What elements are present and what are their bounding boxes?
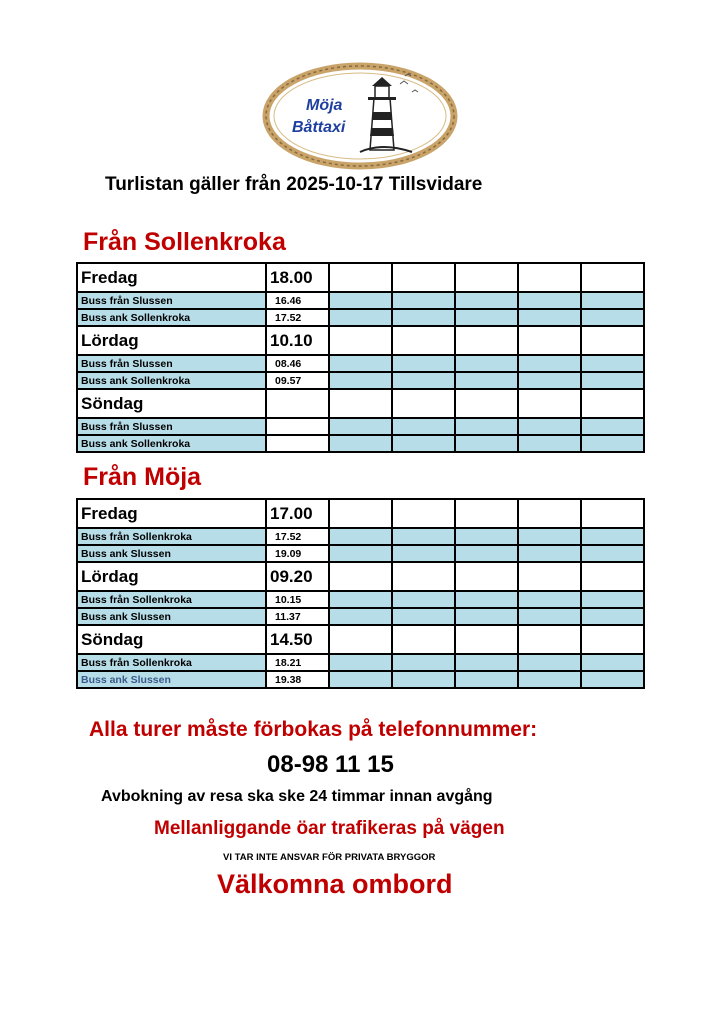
bus-row xyxy=(77,418,644,435)
timetable-moja xyxy=(76,498,645,689)
empty-cell xyxy=(518,292,581,309)
departure-time: 10.10 xyxy=(266,326,329,355)
bus-time xyxy=(266,418,329,435)
empty-cell xyxy=(518,326,581,355)
empty-cell xyxy=(329,435,392,452)
bus-label: Buss från Sollenkroka xyxy=(77,528,266,545)
bus-row xyxy=(77,309,644,326)
day-row xyxy=(77,326,644,355)
empty-cell xyxy=(329,608,392,625)
day-row xyxy=(77,562,644,591)
empty-cell xyxy=(518,654,581,671)
day-row xyxy=(77,263,644,292)
empty-cell xyxy=(455,326,518,355)
empty-cell xyxy=(455,654,518,671)
empty-cell xyxy=(581,435,644,452)
bus-label: Buss från Slussen xyxy=(77,292,266,309)
bus-label: Buss från Slussen xyxy=(77,418,266,435)
empty-cell xyxy=(329,591,392,608)
empty-cell xyxy=(581,562,644,591)
bus-row xyxy=(77,591,644,608)
empty-cell xyxy=(581,528,644,545)
bus-label: Buss från Slussen xyxy=(77,355,266,372)
empty-cell xyxy=(518,499,581,528)
bus-time xyxy=(266,435,329,452)
disclaimer-text: VI TAR INTE ANSVAR FÖR PRIVATA BRYGGOR xyxy=(223,852,436,863)
empty-cell xyxy=(581,418,644,435)
empty-cell xyxy=(392,372,455,389)
empty-cell xyxy=(455,499,518,528)
empty-cell xyxy=(329,654,392,671)
empty-cell xyxy=(329,372,392,389)
empty-cell xyxy=(455,562,518,591)
bus-time: 18.21 xyxy=(266,654,329,671)
day-row xyxy=(77,389,644,418)
empty-cell xyxy=(518,608,581,625)
empty-cell xyxy=(518,263,581,292)
empty-cell xyxy=(329,292,392,309)
empty-cell xyxy=(455,389,518,418)
empty-cell xyxy=(518,591,581,608)
empty-cell xyxy=(329,309,392,326)
empty-cell xyxy=(392,671,455,688)
empty-cell xyxy=(455,418,518,435)
empty-cell xyxy=(455,372,518,389)
bus-label: Buss ank Sollenkroka xyxy=(77,435,266,452)
empty-cell xyxy=(581,372,644,389)
empty-cell xyxy=(329,625,392,654)
bus-time: 09.57 xyxy=(266,372,329,389)
empty-cell xyxy=(518,389,581,418)
bus-row xyxy=(77,671,644,688)
empty-cell xyxy=(518,372,581,389)
departure-time: 14.50 xyxy=(266,625,329,654)
empty-cell xyxy=(581,608,644,625)
empty-cell xyxy=(581,263,644,292)
bus-label: Buss ank Slussen xyxy=(77,671,266,688)
empty-cell xyxy=(455,263,518,292)
empty-cell xyxy=(455,608,518,625)
empty-cell xyxy=(392,435,455,452)
empty-cell xyxy=(392,355,455,372)
departure-time: 09.20 xyxy=(266,562,329,591)
empty-cell xyxy=(581,654,644,671)
empty-cell xyxy=(518,625,581,654)
bus-label: Buss ank Slussen xyxy=(77,608,266,625)
bus-time: 17.52 xyxy=(266,528,329,545)
bus-row xyxy=(77,528,644,545)
timetable-sollenkroka xyxy=(76,262,645,453)
bus-row xyxy=(77,435,644,452)
cancellation-notice: Avbokning av resa ska ske 24 timmar innan avgång xyxy=(101,788,493,805)
day-row xyxy=(77,499,644,528)
welcome-text: Välkomna ombord xyxy=(217,869,453,899)
departure-time: 18.00 xyxy=(266,263,329,292)
empty-cell xyxy=(455,528,518,545)
islands-notice: Mellanliggande öar trafikeras på vägen xyxy=(154,818,505,839)
empty-cell xyxy=(581,545,644,562)
day-label: Lördag xyxy=(77,326,266,355)
empty-cell xyxy=(518,671,581,688)
empty-cell xyxy=(329,389,392,418)
empty-cell xyxy=(581,499,644,528)
bus-row xyxy=(77,355,644,372)
booking-notice: Alla turer måste förbokas på telefonnummer: xyxy=(89,718,538,741)
empty-cell xyxy=(392,625,455,654)
bus-row xyxy=(77,372,644,389)
section-title-sollenkroka: Från Sollenkroka xyxy=(83,228,286,256)
bus-time: 19.38 xyxy=(266,671,329,688)
bus-time: 19.09 xyxy=(266,545,329,562)
validity-text: Turlistan gäller från 2025-10-17 Tillsvidare xyxy=(105,174,483,195)
bus-time: 17.52 xyxy=(266,309,329,326)
logo-line1: Möja xyxy=(306,97,343,114)
empty-cell xyxy=(329,326,392,355)
phone-number: 08-98 11 15 xyxy=(267,751,394,778)
empty-cell xyxy=(392,326,455,355)
empty-cell xyxy=(392,608,455,625)
day-label: Fredag xyxy=(77,499,266,528)
empty-cell xyxy=(329,671,392,688)
empty-cell xyxy=(581,355,644,372)
empty-cell xyxy=(392,309,455,326)
bus-time: 08.46 xyxy=(266,355,329,372)
empty-cell xyxy=(329,562,392,591)
empty-cell xyxy=(455,591,518,608)
lighthouse-logo-icon xyxy=(262,62,458,170)
empty-cell xyxy=(455,292,518,309)
empty-cell xyxy=(581,326,644,355)
empty-cell xyxy=(392,499,455,528)
empty-cell xyxy=(581,591,644,608)
departure-time xyxy=(266,389,329,418)
empty-cell xyxy=(329,545,392,562)
empty-cell xyxy=(581,671,644,688)
empty-cell xyxy=(518,528,581,545)
bus-row xyxy=(77,545,644,562)
moja-battaxi-logo xyxy=(262,62,458,170)
empty-cell xyxy=(581,389,644,418)
empty-cell xyxy=(392,562,455,591)
bus-time: 16.46 xyxy=(266,292,329,309)
bus-label: Buss från Sollenkroka xyxy=(77,591,266,608)
bus-label: Buss från Sollenkroka xyxy=(77,654,266,671)
bus-label: Buss ank Slussen xyxy=(77,545,266,562)
day-label: Söndag xyxy=(77,389,266,418)
day-label: Fredag xyxy=(77,263,266,292)
empty-cell xyxy=(518,545,581,562)
section-title-moja: Från Möja xyxy=(83,463,202,491)
empty-cell xyxy=(329,418,392,435)
bus-label: Buss ank Sollenkroka xyxy=(77,372,266,389)
empty-cell xyxy=(518,418,581,435)
empty-cell xyxy=(455,355,518,372)
empty-cell xyxy=(329,528,392,545)
empty-cell xyxy=(392,545,455,562)
empty-cell xyxy=(455,309,518,326)
empty-cell xyxy=(329,499,392,528)
day-label: Lördag xyxy=(77,562,266,591)
empty-cell xyxy=(518,309,581,326)
empty-cell xyxy=(581,625,644,654)
empty-cell xyxy=(329,263,392,292)
empty-cell xyxy=(392,389,455,418)
bus-row xyxy=(77,608,644,625)
empty-cell xyxy=(329,355,392,372)
bus-label: Buss ank Sollenkroka xyxy=(77,309,266,326)
bus-time: 10.15 xyxy=(266,591,329,608)
empty-cell xyxy=(455,545,518,562)
bus-row xyxy=(77,292,644,309)
empty-cell xyxy=(392,263,455,292)
empty-cell xyxy=(455,625,518,654)
logo-line2: Båttaxi xyxy=(292,119,346,136)
empty-cell xyxy=(455,435,518,452)
empty-cell xyxy=(392,292,455,309)
empty-cell xyxy=(392,591,455,608)
day-label: Söndag xyxy=(77,625,266,654)
empty-cell xyxy=(518,562,581,591)
bus-time: 11.37 xyxy=(266,608,329,625)
day-row xyxy=(77,625,644,654)
empty-cell xyxy=(518,355,581,372)
empty-cell xyxy=(392,654,455,671)
bus-row xyxy=(77,654,644,671)
empty-cell xyxy=(455,671,518,688)
empty-cell xyxy=(518,435,581,452)
empty-cell xyxy=(392,528,455,545)
departure-time: 17.00 xyxy=(266,499,329,528)
empty-cell xyxy=(581,292,644,309)
empty-cell xyxy=(581,309,644,326)
empty-cell xyxy=(392,418,455,435)
